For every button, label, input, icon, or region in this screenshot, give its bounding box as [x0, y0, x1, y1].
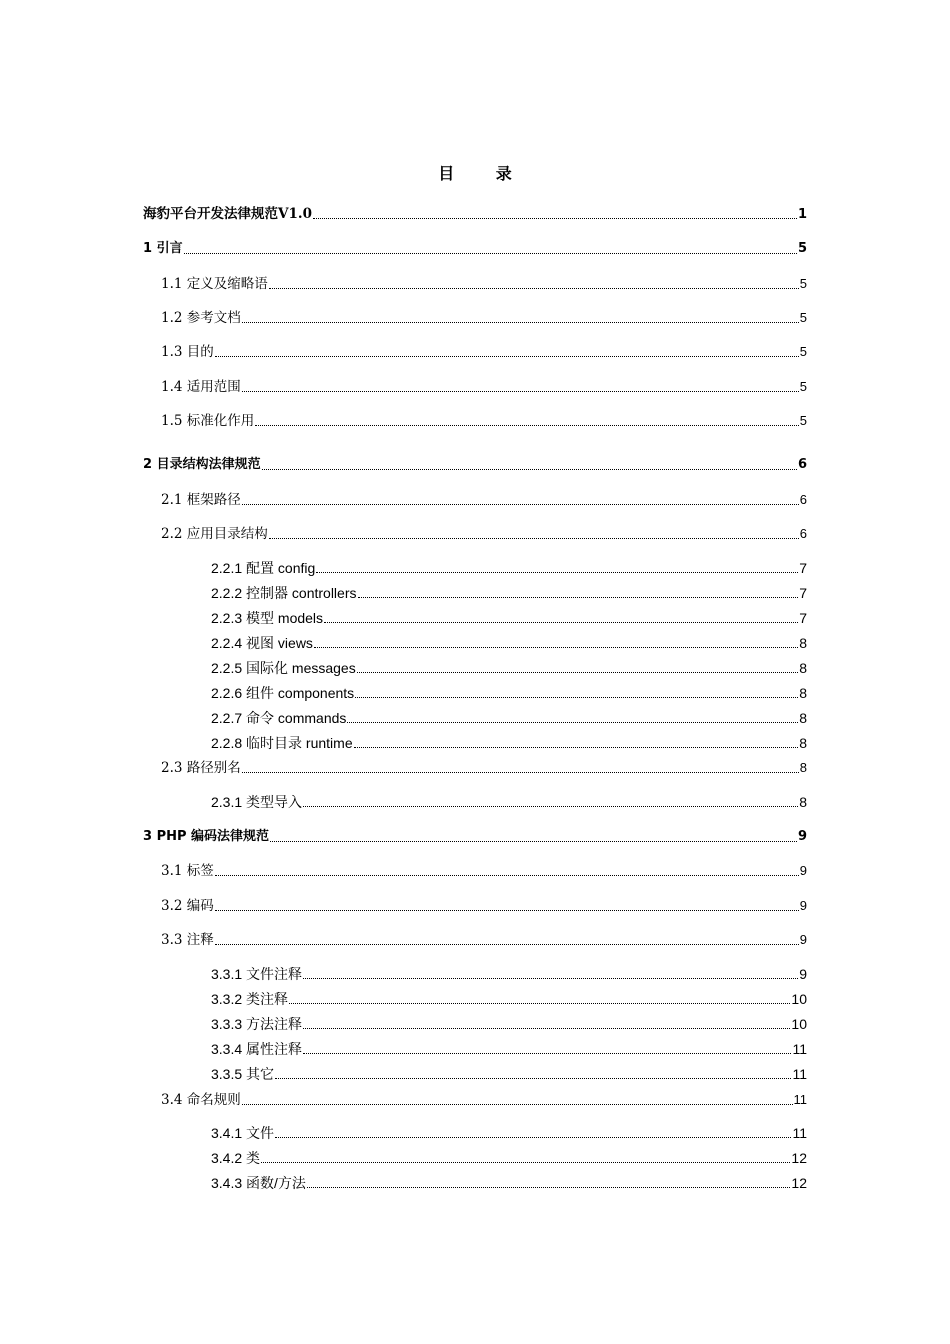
dot-leader: [289, 991, 790, 1004]
toc-entry-label: 3.4.1 文件: [211, 1125, 275, 1141]
toc-entry-label: 海豹平台开发法律规范V1.0: [143, 206, 312, 222]
toc-entry-label: 3.3.2 类注释: [211, 991, 289, 1007]
toc-entry-label: 2.3.1 类型导入: [211, 794, 303, 810]
toc-entry-3-2[interactable]: [161, 897, 807, 915]
dot-leader: [215, 344, 799, 357]
dot-leader: [255, 413, 799, 426]
toc-entry-2-2-2[interactable]: [211, 584, 807, 602]
toc-entry-label: 3.2 编码: [161, 898, 214, 914]
toc-entry-label: 1.2 参考文档: [161, 310, 241, 326]
toc-entry-2[interactable]: [143, 456, 807, 474]
toc-entry-3-3-5[interactable]: [211, 1065, 807, 1083]
dot-leader: [242, 310, 799, 323]
dot-leader: [215, 898, 799, 911]
toc-entry-label: 2.2.6 组件 components: [211, 685, 355, 701]
dot-leader: [242, 760, 799, 773]
toc-entry-3-3-1[interactable]: [211, 965, 807, 983]
toc-entry-label: 3.3 注释: [161, 932, 214, 948]
toc-entry-label: 1.3 目的: [161, 344, 214, 360]
toc-entry-1-5[interactable]: [161, 412, 807, 430]
toc-entry-page: 8: [799, 794, 807, 810]
toc-entry-page: 8: [799, 760, 807, 775]
toc-entry-page: 12: [791, 1150, 807, 1166]
toc-entry-label: 3.1 标签: [161, 863, 214, 879]
dot-leader: [355, 685, 798, 698]
toc-entry-label: 2 目录结构法律规范: [143, 457, 261, 472]
dot-leader: [215, 863, 799, 876]
toc-entry-page: 9: [799, 898, 807, 913]
toc-entry-label: 2.2.4 视图 views: [211, 635, 313, 651]
toc-entry-page: 11: [792, 1066, 807, 1082]
toc-entry-label: 2.1 框架路径: [161, 492, 241, 508]
toc-entry-2-2-7[interactable]: [211, 709, 807, 727]
toc-entry-2-2[interactable]: [161, 525, 807, 543]
toc-entry-page: 5: [799, 310, 807, 325]
toc-title: 目 录: [438, 164, 530, 183]
toc-entry-label: 2.2.2 控制器 controllers: [211, 585, 357, 601]
toc-entry-page: 9: [799, 966, 807, 982]
toc-entry-page: 8: [799, 660, 807, 676]
toc-entry-2-2-8[interactable]: [211, 734, 807, 752]
toc-entry-2-1[interactable]: [161, 491, 807, 509]
toc-entry-label: 3.3.5 其它: [211, 1066, 275, 1082]
toc-entry-page: 5: [799, 344, 807, 359]
toc-entry-page: 8: [799, 635, 807, 651]
dot-leader: [261, 1150, 790, 1163]
toc-entry-label: 3.3.1 文件注释: [211, 966, 303, 982]
toc-entry-label: 3.4 命名规则: [161, 1092, 241, 1108]
toc-entry-2-3[interactable]: [161, 759, 807, 777]
toc-entry-label: 3.3.3 方法注释: [211, 1016, 303, 1032]
toc-entry-page: 7: [799, 585, 807, 601]
toc-entry-3-3-2[interactable]: [211, 990, 807, 1008]
dot-leader: [303, 1016, 790, 1029]
toc-entry-page: 5: [797, 241, 807, 256]
toc-entry-label: 3.3.4 属性注释: [211, 1041, 303, 1057]
dot-leader: [354, 735, 799, 748]
toc-entry-3-4[interactable]: [161, 1091, 807, 1109]
toc-entry-1[interactable]: [143, 240, 807, 258]
toc-entry-3-3[interactable]: [161, 931, 807, 949]
toc-entry-page: 11: [793, 1092, 807, 1107]
toc-entry-page: 11: [792, 1125, 807, 1141]
dot-leader: [313, 206, 797, 219]
dot-leader: [275, 1125, 791, 1138]
toc-entry-label: 2.2.1 配置 config: [211, 560, 316, 576]
toc-entry-label: 1 引言: [143, 241, 183, 256]
dot-leader: [215, 932, 799, 945]
toc-entry-page: 6: [797, 457, 807, 472]
dot-leader: [303, 1041, 791, 1054]
toc-entry-page: 9: [797, 829, 807, 844]
toc-entry-label: 2.2.3 模型 models: [211, 610, 324, 626]
dot-leader: [358, 585, 799, 598]
dot-leader: [275, 1066, 791, 1079]
toc-entry-page: 5: [799, 276, 807, 291]
dot-leader: [307, 1175, 791, 1188]
toc-entry-page: 5: [799, 413, 807, 428]
toc-entry-page: 7: [799, 610, 807, 626]
dot-leader: [347, 710, 798, 723]
dot-leader: [324, 610, 798, 623]
toc-entry-page: 7: [799, 560, 807, 576]
toc-entry-page: 5: [799, 379, 807, 394]
toc-entry-page: 6: [799, 492, 807, 507]
toc-entry-page: 11: [792, 1041, 807, 1057]
dot-leader: [270, 829, 797, 842]
toc-entry-3-3-4[interactable]: [211, 1040, 807, 1058]
toc-entry-page: 8: [799, 710, 807, 726]
toc-entry-label: 2.2.8 临时目录 runtime: [211, 735, 353, 751]
toc-entry-page: 10: [791, 991, 807, 1007]
toc-entry-label: 1.5 标准化作用: [161, 413, 255, 429]
toc-entry-3-3-3[interactable]: [211, 1015, 807, 1033]
toc-entry-page: 1: [797, 207, 807, 222]
toc-entry-2-2-1[interactable]: [211, 559, 807, 577]
toc-entry-page: 9: [799, 932, 807, 947]
dot-leader: [303, 966, 798, 979]
toc-entry-page: 12: [791, 1175, 807, 1191]
toc-entry-2-2-4[interactable]: [211, 634, 807, 652]
toc-entry-label: 1.1 定义及缩略语: [161, 276, 268, 292]
toc-entry-3-4-1[interactable]: [211, 1124, 807, 1142]
toc-entry-2-2-5[interactable]: [211, 659, 807, 677]
toc-entry-1-3[interactable]: [161, 343, 807, 361]
toc-entry-page: 6: [799, 526, 807, 541]
dot-leader: [184, 241, 797, 254]
toc-entry-page: 8: [799, 685, 807, 701]
dot-leader: [242, 1092, 793, 1105]
toc-entry-label: 3 PHP 编码法律规范: [143, 829, 270, 844]
toc-entry-label: 3.4.2 类: [211, 1150, 261, 1166]
toc-entry-2-2-3[interactable]: [211, 609, 807, 627]
toc-entry-1-1[interactable]: [161, 275, 807, 293]
toc-entry-label: 2.2 应用目录结构: [161, 526, 268, 542]
dot-leader: [269, 276, 799, 289]
dot-leader: [316, 560, 798, 573]
toc-entry-label: 2.3 路径别名: [161, 760, 241, 776]
dot-leader: [262, 457, 797, 470]
toc-entry-label: 2.2.7 命令 commands: [211, 710, 347, 726]
toc-entry-3-4-2[interactable]: [211, 1149, 807, 1167]
toc-entry-3-4-3[interactable]: [211, 1174, 807, 1192]
toc-entry-1-2[interactable]: [161, 309, 807, 327]
toc-entry-2-2-6[interactable]: [211, 684, 807, 702]
dot-leader: [242, 379, 799, 392]
dot-leader: [314, 635, 798, 648]
toc-entry-page: 10: [791, 1016, 807, 1032]
toc-entry-document-title[interactable]: [143, 205, 807, 223]
toc-entry-2-3-1[interactable]: [211, 793, 807, 811]
toc-entry-label: 1.4 适用范围: [161, 379, 241, 395]
toc-entry-3-1[interactable]: [161, 862, 807, 880]
dot-leader: [242, 492, 799, 505]
toc-entry-page: 9: [799, 863, 807, 878]
dot-leader: [357, 660, 798, 673]
toc-entry-label: 3.4.3 函数/方法: [211, 1175, 306, 1191]
toc-entry-page: 8: [799, 735, 807, 751]
toc-entry-3[interactable]: [143, 828, 807, 846]
dot-leader: [303, 794, 798, 807]
toc-entry-label: 2.2.5 国际化 messages: [211, 660, 356, 676]
toc-entry-1-4[interactable]: [161, 378, 807, 396]
dot-leader: [269, 526, 799, 539]
